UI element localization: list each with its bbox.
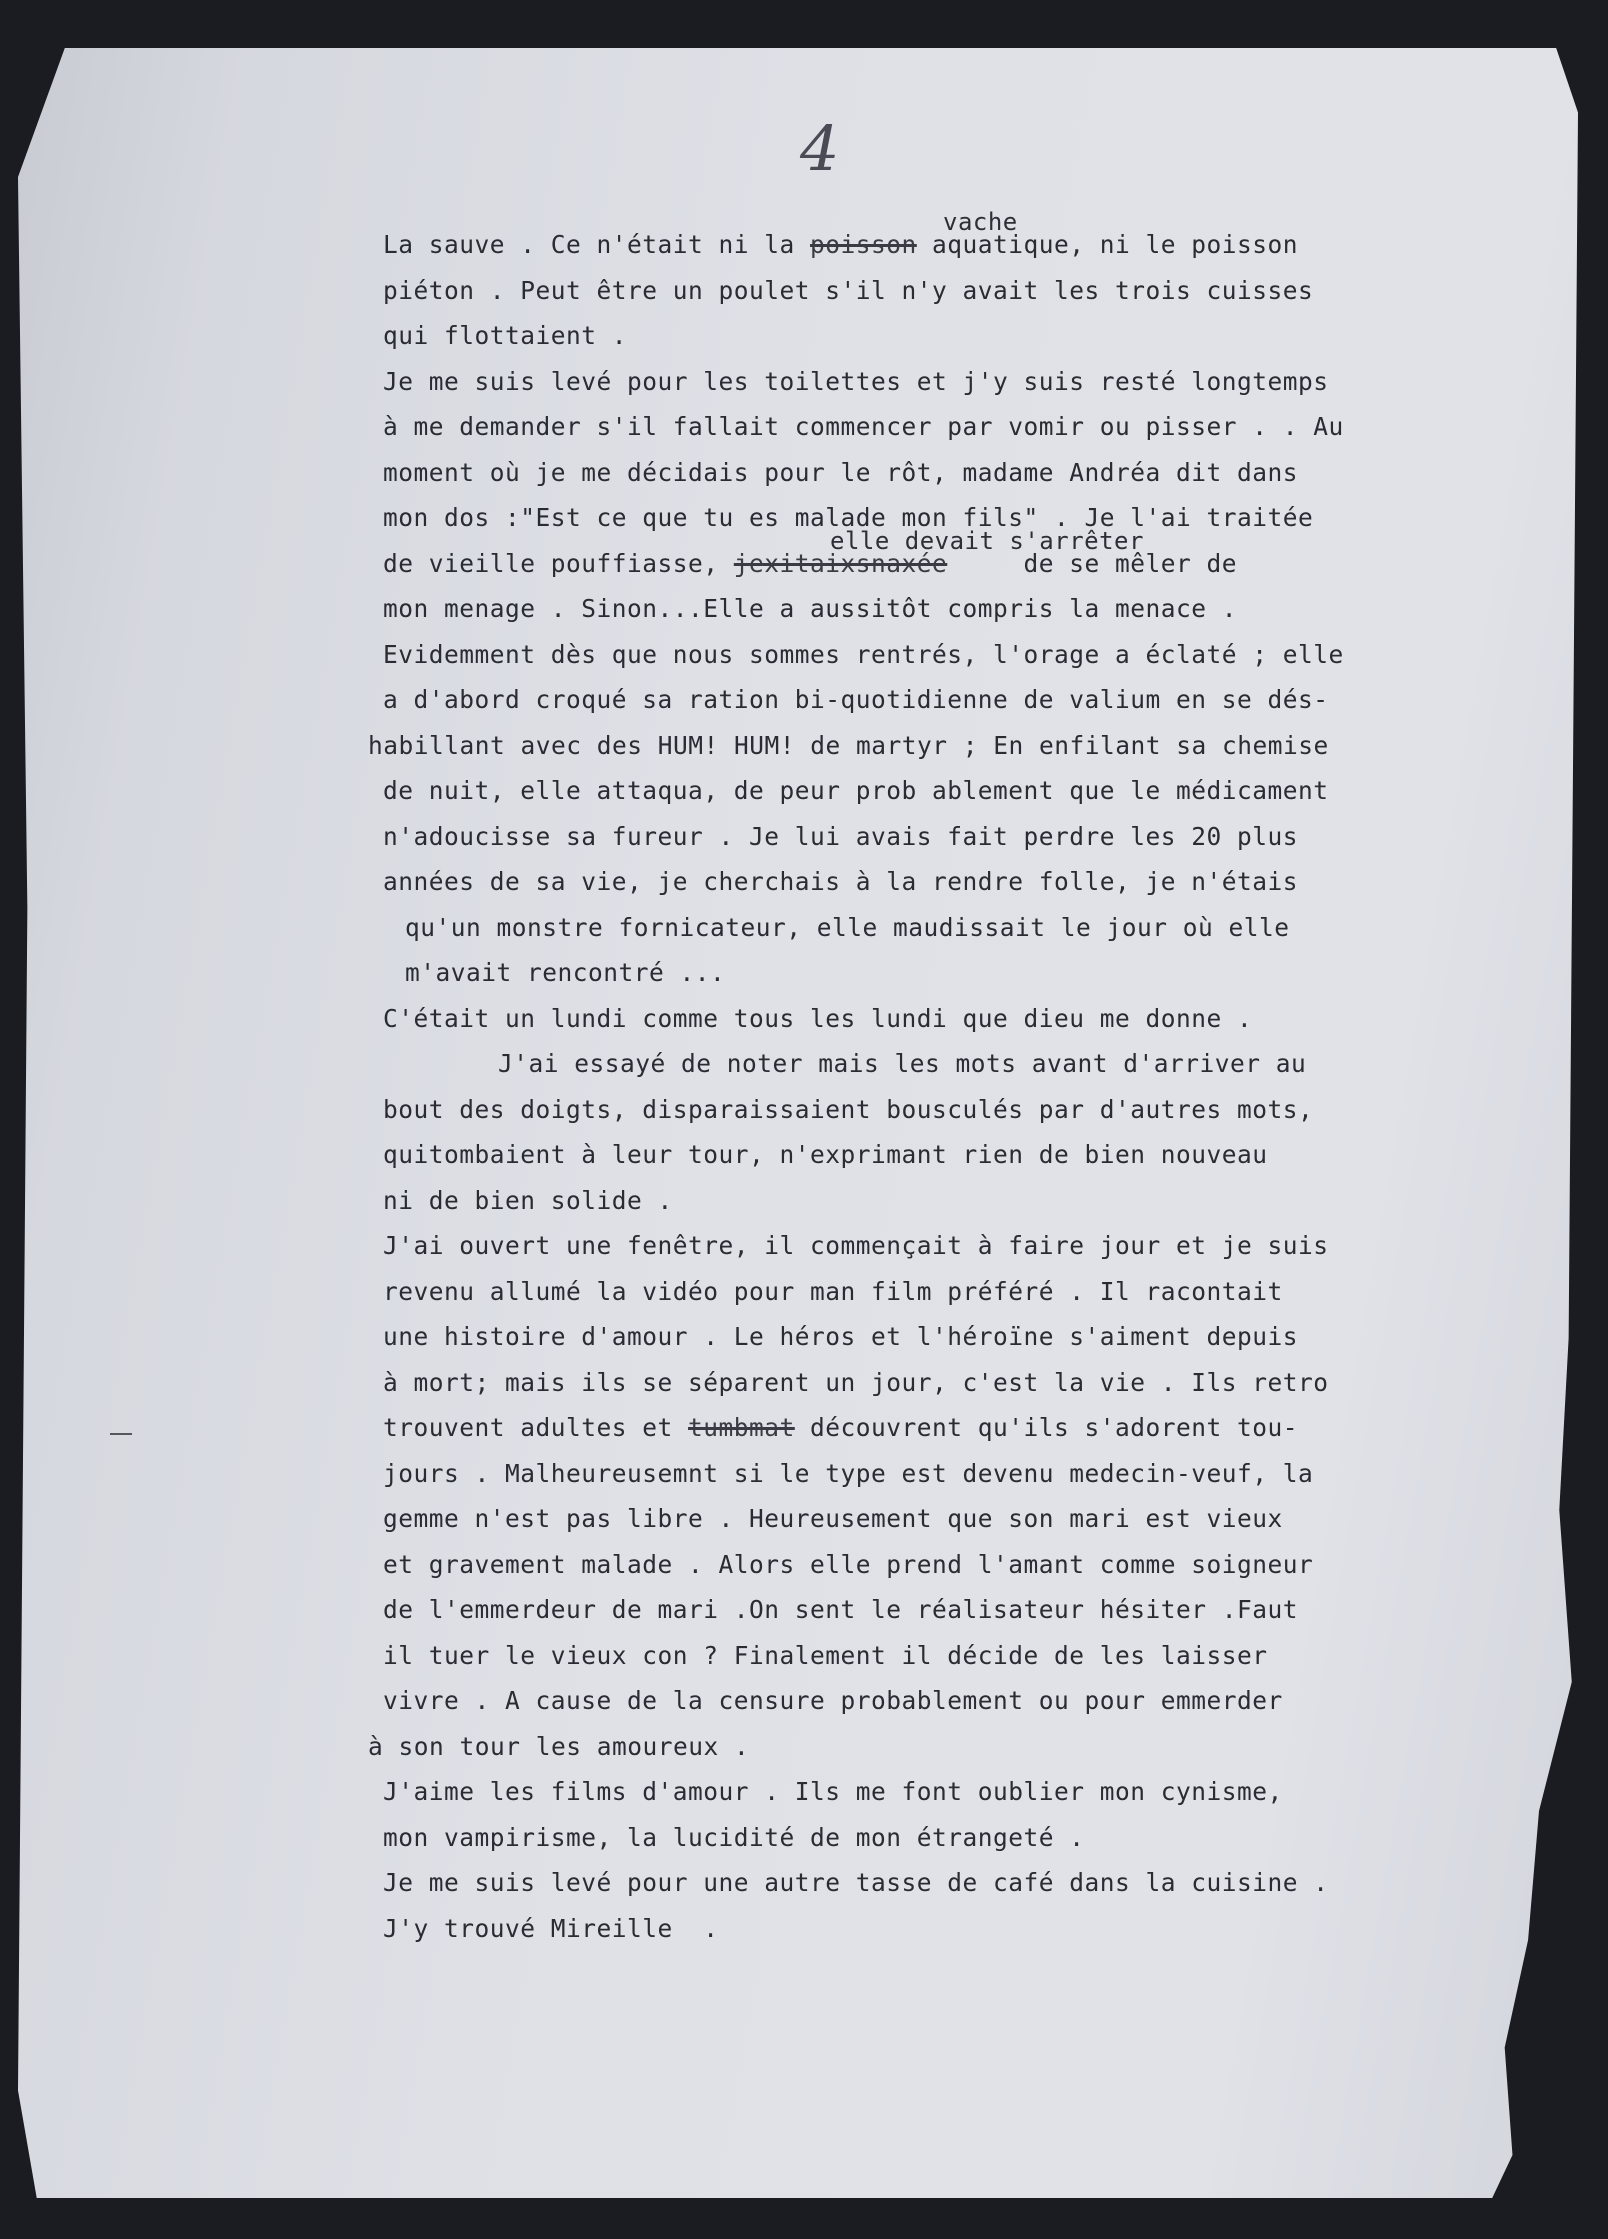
page-number: 4 <box>800 112 840 185</box>
struck-word: jexitaixsnaxée <box>733 548 948 578</box>
margin-mark <box>110 1433 132 1435</box>
text-line: une histoire d'amour . Le héros et l'héroïne s'aiment depuis <box>383 1322 1299 1351</box>
text-fragment: La sauve . Ce n'était ni la <box>383 230 811 259</box>
text-fragment: de vieille pouffiasse, <box>383 548 734 578</box>
typed-insertion: elle devait s'arrêter <box>830 526 1144 555</box>
text-line: et gravement malade . Alors elle prend l'amant comme soigneur <box>383 1549 1314 1579</box>
text-line: piéton . Peut être un poulet s'il n'y avait les trois cuisses <box>383 275 1314 305</box>
text-line: Evidemment dès que nous sommes rentrés, l'orage a éclaté ; elle <box>383 639 1344 669</box>
text-line: jours . Malheureusemnt si le type est devenu medecin-veuf, la <box>383 1458 1314 1488</box>
text-line <box>383 1405 1583 1451</box>
text-line: habillant avec des HUM! HUM! de martyr ; En enfilant sa chemise <box>368 730 1329 760</box>
text-line: Je me suis levé pour les toilettes et j'y suis resté longtemps <box>383 366 1329 396</box>
text-line: il tuer le vieux con ? Finalement il décide de les laisser <box>383 1640 1268 1670</box>
text-line: qui flottaient . <box>383 321 628 350</box>
text-fragment: découvrent qu'ils s'adorent tou- <box>794 1413 1299 1442</box>
text-line: mon vampirisme, la lucidité de mon étrangeté . <box>383 1822 1085 1852</box>
struck-word: poisson <box>810 230 917 259</box>
text-line: à me demander s'il fallait commencer par vomir ou pisser . . Au <box>383 412 1344 441</box>
text-line: de l'emmerdeur de mari .On sent le réalisateur hésiter .Faut <box>383 1595 1299 1624</box>
struck-word: tumbmat <box>688 1413 795 1442</box>
text-fragment: trouvent adultes et <box>383 1413 689 1442</box>
text-line: J'ai ouvert une fenêtre, il commençait à faire jour et je suis <box>383 1231 1329 1260</box>
text-line: mon menage . Sinon...Elle a aussitôt compris la menace . <box>383 594 1238 623</box>
text-line: années de sa vie, je cherchais à la rendre folle, je n'étais <box>383 867 1299 896</box>
text-line: J'aime les films d'amour . Ils me font oublier mon cynisme, <box>383 1777 1283 1806</box>
text-line: C'était un lundi comme tous les lundi que dieu me donne . <box>383 1003 1253 1033</box>
text-line: moment où je me décidais pour le rôt, madame Andréa dit dans <box>383 457 1299 487</box>
text-line: à son tour les amoureux . <box>368 1731 750 1761</box>
text-line <box>383 208 1583 268</box>
text-line: qu'un monstre fornicateur, elle maudissait le jour où elle <box>405 912 1290 942</box>
handwritten-insertion: vache <box>943 208 1018 236</box>
text-line: Je me suis levé pour une autre tasse de café dans la cuisine . <box>383 1868 1329 1897</box>
text-line <box>383 526 1583 587</box>
text-fragment: aquatique, ni le poisson <box>916 230 1299 259</box>
typescript-body <box>368 208 1583 1951</box>
text-fragment: de se mêler de <box>947 548 1238 578</box>
text-line: a d'abord croqué sa ration bi-quotidienne de valium en se dés- <box>383 685 1329 714</box>
text-line: m'avait rencontré ... <box>405 958 726 987</box>
text-line: bout des doigts, disparaissaient bousculés par d'autres mots, <box>383 1094 1314 1124</box>
text-line: gemme n'est pas libre . Heureusement que son mari est vieux <box>383 1504 1283 1533</box>
text-line: ni de bien solide . <box>383 1185 673 1215</box>
text-line: revenu allumé la vidéo pour man film préféré . Il racontait <box>383 1276 1283 1306</box>
text-line: quitombaient à leur tour, n'exprimant rien de bien nouveau <box>383 1140 1268 1169</box>
text-line: J'ai essayé de noter mais les mots avant d'arriver au <box>498 1049 1307 1078</box>
text-line: mon dos :"Est ce que tu es malade mon fils" . Je l'ai traitée <box>383 503 1314 532</box>
text-line: à mort; mais ils se séparent un jour, c'est la vie . Ils retro <box>383 1367 1329 1397</box>
text-line: n'adoucisse sa fureur . Je lui avais fait perdre les 20 plus <box>383 821 1299 851</box>
text-line: J'y trouvé Mireille . <box>383 1913 719 1943</box>
text-line: vivre . A cause de la censure probablement ou pour emmerder <box>383 1686 1283 1715</box>
text-line: de nuit, elle attaqua, de peur prob ablement que le médicament <box>383 776 1329 805</box>
